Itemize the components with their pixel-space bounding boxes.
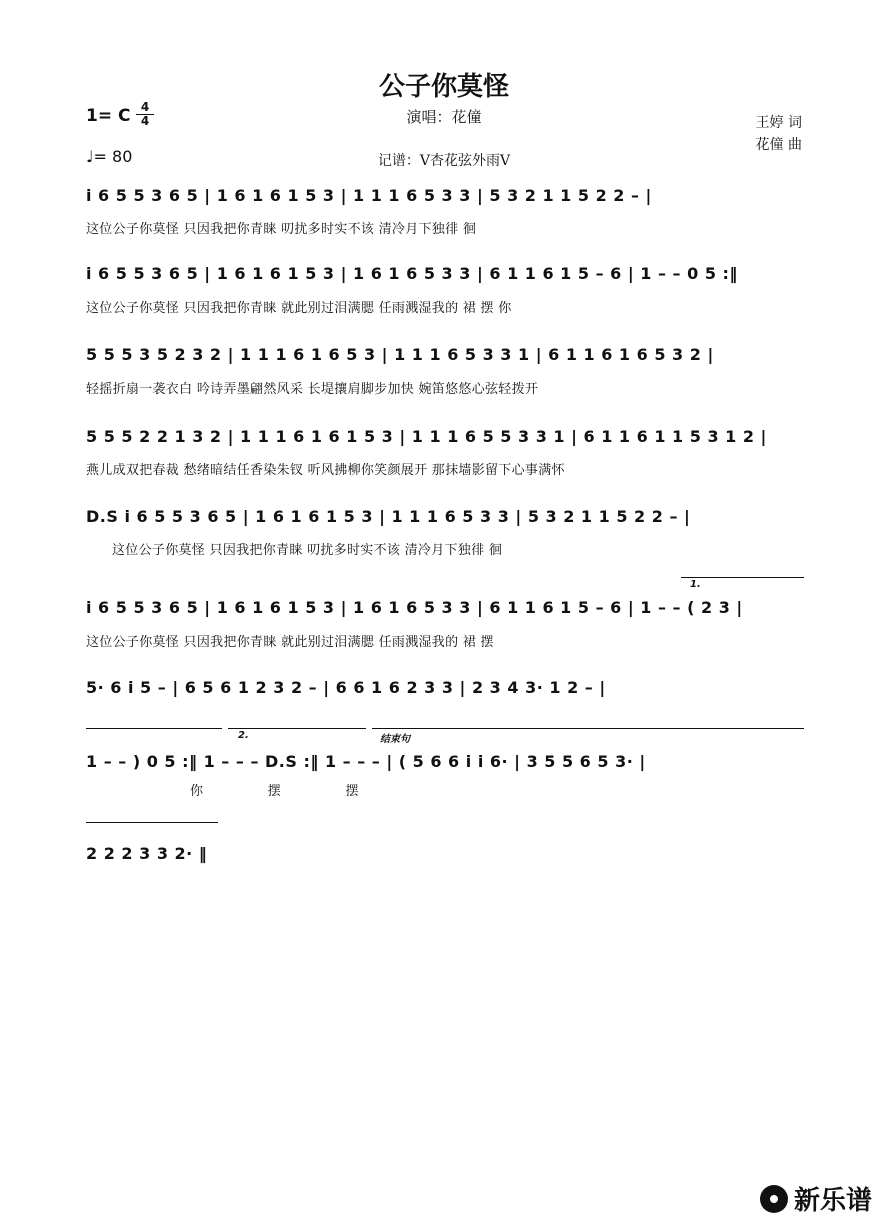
tempo-mark: ♩= 80 [86,147,133,166]
score-row-2-lyrics: 这位公子你莫怪 只因我把你青睐 就此别过泪满腮 任雨溅湿我的 裙 摆 你 [86,301,512,316]
score-row-8-lyrics: 你 摆 摆 [190,784,359,799]
composer-credit: 花僮 曲 [755,137,802,153]
logo-text: 新乐谱 [793,1186,872,1216]
lyricist-credit: 王婷 词 [755,115,802,131]
score-row-9-notes: 2 2 2 3 3 2· ‖ [86,844,208,863]
transcriber-credit: 记谱：V杏花弦外雨V [377,153,511,169]
score-row-5-lyrics: 这位公子你莫怪 只因我把你青睐 叨扰多时实不该 清冷月下独徘 徊 [112,543,503,558]
score-row-4-notes: 5 5 5 2 2 1 3 2 | 1 1 1 6 1 6 1 5 3 | 1 1 1 6 5 5 3 3 1 | 6 1 1 6 1 1 5 3 1 2 | [86,427,767,446]
score-row-7-notes: 5· 6 i 5 – | 6 5 6 1 2 3 2 – | 6 6 1 6 2 3 3 | 2 3 4 3· 1 2 – | [86,678,606,697]
key-signature: 1= C [86,106,131,126]
score-row-5-notes: D.S i 6 5 5 3 6 5 | 1 6 1 6 1 5 3 | 1 1 1 6 5 3 3 | 5 3 2 1 1 5 2 2 – | [86,507,691,526]
ending-2-label: 2. [238,730,249,741]
score-row-1-notes: i 6 5 5 3 6 5 | 1 6 1 6 1 5 3 | 1 1 1 6 5 3 3 | 5 3 2 1 1 5 2 2 – | [86,186,652,205]
ending-1-label: 1. [690,579,701,590]
final-phrase-label: 结束句 [380,734,410,745]
final-bracket-continuation [86,822,218,823]
ending-1-bracket [681,577,804,578]
ending-1-continuation [86,728,222,729]
song-title: 公子你莫怪 [378,72,509,102]
score-row-3-notes: 5 5 5 3 5 2 3 2 | 1 1 1 6 1 6 5 3 | 1 1 1 6 5 3 3 1 | 6 1 1 6 1 6 5 3 2 | [86,345,714,364]
score-row-8-notes: 1 – – ) 0 5 :‖ 1 – – – D.S :‖ 1 – – – | ( 5 6 6 i i 6· | 3 5 5 6 5 3· | [86,752,646,771]
site-logo [760,1180,872,1217]
score-row-2-notes: i 6 5 5 3 6 5 | 1 6 1 6 1 5 3 | 1 6 1 6 5 3 3 | 6 1 1 6 1 5 – 6 | 1 – – 0 5 :‖ [86,264,738,283]
final-phrase-bracket [372,728,804,729]
score-row-4-lyrics: 燕儿成双把春裁 愁绪暗结任香染朱钗 听风拂柳你笑颜展开 那抹墙影留下心事满怀 [86,463,565,478]
score-row-1-lyrics: 这位公子你莫怪 只因我把你青睐 叨扰多时实不该 清冷月下独徘 徊 [86,222,477,237]
score-row-6-notes: i 6 5 5 3 6 5 | 1 6 1 6 1 5 3 | 1 6 1 6 5 3 3 | 6 1 1 6 1 5 – 6 | 1 – – ( 2 3 | [86,598,743,617]
singer-credit: 演唱：花僮 [406,108,482,126]
score-row-3-lyrics: 轻摇折扇一袭衣白 吟诗弄墨翩然风采 长堤攘肩脚步加快 婉笛悠悠心弦轻拨开 [86,382,539,397]
time-sig-top: 4 [140,100,150,114]
ending-2-bracket [228,728,366,729]
vinyl-record-icon [760,1185,788,1213]
score-row-6-lyrics: 这位公子你莫怪 只因我把你青睐 就此别过泪满腮 任雨溅湿我的 裙 摆 [86,635,494,650]
time-sig-bottom: 4 [136,114,154,128]
